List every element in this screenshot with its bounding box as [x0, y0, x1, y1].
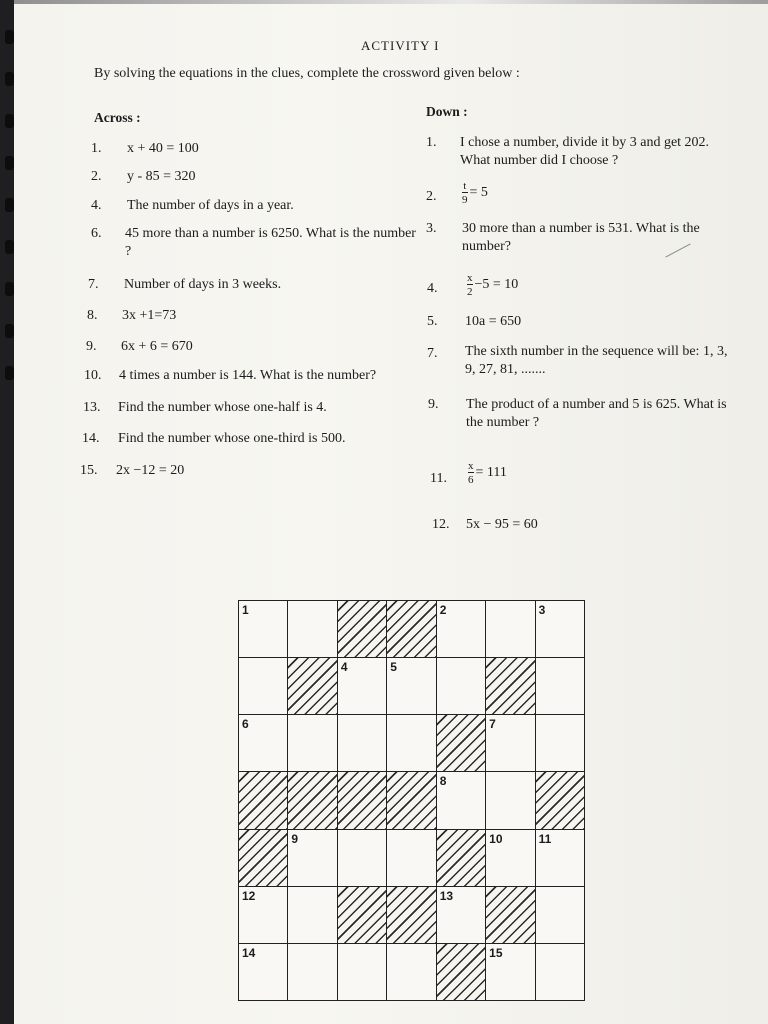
clue-number: 12. — [432, 517, 450, 532]
clue-text: y - 85 = 320 — [127, 169, 196, 184]
shaded-cell — [238, 771, 288, 829]
shaded-cell — [238, 829, 288, 887]
grid-cell[interactable] — [238, 943, 288, 1001]
grid-cell[interactable] — [238, 886, 288, 944]
fraction-denominator: 9 — [462, 194, 468, 206]
cell-number: 10 — [489, 831, 503, 846]
grid-cell[interactable] — [386, 943, 436, 1001]
cell-number: 8 — [439, 774, 447, 789]
grid-cell[interactable] — [238, 714, 288, 772]
grid-cell[interactable] — [337, 714, 387, 772]
grid-cell[interactable] — [287, 829, 337, 887]
grid-cell[interactable] — [436, 886, 486, 944]
clue-text: x + 40 = 100 — [127, 141, 199, 156]
grid-cell[interactable] — [238, 600, 288, 658]
cell-number: 14 — [242, 945, 256, 960]
grid-cell[interactable] — [337, 657, 387, 715]
clue-number: 4. — [427, 281, 438, 296]
clue-text: The number of days in a year. — [127, 198, 294, 213]
grid-cell[interactable] — [535, 657, 585, 715]
shaded-cell — [436, 943, 486, 1001]
fraction-denominator: 2 — [467, 286, 473, 298]
cell-number: 12 — [242, 888, 256, 903]
clue-number: 14. — [82, 431, 100, 446]
clue-number: 15. — [80, 463, 98, 478]
clue-number: 1. — [426, 135, 437, 150]
grid-cell[interactable] — [287, 886, 337, 944]
down-clue-9 — [428, 396, 744, 436]
grid-cell[interactable] — [436, 600, 486, 658]
cell-number: 15 — [489, 945, 503, 960]
grid-cell[interactable] — [436, 771, 486, 829]
clue-text: 45 more than a number is 6250. What is the number ? — [125, 226, 416, 259]
fraction-numerator: x — [467, 272, 473, 284]
spiral-binding — [0, 0, 14, 1024]
clue-text: 6x + 6 = 670 — [121, 339, 193, 354]
cell-number: 3 — [538, 603, 546, 617]
fraction-numerator: x — [468, 460, 474, 472]
across-heading: Across : — [94, 110, 141, 125]
grid-cell[interactable] — [535, 943, 585, 1001]
shaded-cell — [337, 886, 387, 944]
cell-number: 9 — [291, 831, 299, 846]
down-clue-2 — [426, 180, 686, 214]
grid-cell[interactable] — [386, 657, 436, 715]
shaded-cell — [535, 771, 585, 829]
shaded-cell — [337, 771, 387, 829]
grid-cell[interactable] — [287, 600, 337, 658]
clue-number: 3. — [426, 221, 437, 236]
cell-number: 13 — [439, 888, 454, 903]
clue-text: 3x +1=73 — [122, 308, 177, 323]
clue-text: The sixth number in the sequence will be: 1, 3, 9, 27, 81, ....... — [465, 344, 728, 377]
across-clue-6 — [91, 225, 421, 265]
clue-text: = 5 — [469, 185, 488, 201]
instructions: By solving the equations in the clues, complete the crossword given below : — [94, 66, 520, 81]
clue-number: 7. — [427, 346, 438, 361]
clue-number: 11. — [430, 471, 447, 486]
clue-text: = 111 — [475, 465, 507, 481]
clue-number: 9. — [428, 397, 439, 412]
down-clue-7 — [427, 343, 739, 383]
clue-number: 13. — [83, 400, 101, 415]
shaded-cell — [436, 829, 486, 887]
fraction — [468, 460, 474, 486]
clue-number: 5. — [427, 314, 438, 329]
grid-cell[interactable] — [485, 771, 535, 829]
clue-number: 9. — [86, 339, 97, 354]
clue-text: Number of days in 3 weeks. — [124, 277, 282, 292]
fraction-numerator: t — [463, 180, 467, 192]
clue-number: 2. — [426, 189, 437, 204]
down-clue-11 — [430, 460, 690, 496]
down-clue-1 — [426, 134, 726, 174]
shaded-cell — [287, 657, 337, 715]
shaded-cell — [386, 771, 436, 829]
grid-cell[interactable] — [337, 943, 387, 1001]
grid-cell[interactable] — [535, 829, 585, 887]
grid-cell[interactable] — [485, 829, 535, 887]
clue-text: −5 = 10 — [474, 277, 519, 293]
fraction-denominator: 6 — [468, 474, 474, 486]
shaded-cell — [386, 886, 436, 944]
shaded-cell — [485, 657, 535, 715]
clue-text: The product of a number and 5 is 625. What is the number ? — [466, 397, 727, 430]
clue-text: 30 more than a number is 531. What is the number? — [462, 221, 700, 254]
cell-number: 7 — [489, 717, 496, 732]
grid-cell[interactable] — [238, 657, 288, 715]
worksheet-page — [14, 0, 768, 1024]
grid-cell[interactable] — [386, 829, 436, 887]
grid-cell[interactable] — [386, 714, 436, 772]
grid-cell[interactable] — [485, 714, 535, 772]
clue-number: 10. — [84, 368, 102, 383]
page-top-edge — [14, 0, 768, 4]
clue-number: 2. — [91, 169, 102, 184]
grid-cell[interactable] — [485, 600, 535, 658]
clue-text: I chose a number, divide it by 3 and get 202. What number did I choose ? — [460, 135, 710, 168]
activity-title: ACTIVITY I — [361, 38, 440, 53]
clue-text: 5x − 95 = 60 — [466, 517, 538, 532]
grid-cell[interactable] — [287, 714, 337, 772]
clue-number: 7. — [88, 277, 99, 292]
down-heading: Down : — [426, 104, 468, 119]
fraction — [462, 180, 468, 206]
cell-number: 1 — [242, 603, 249, 617]
clue-number: 4. — [91, 198, 102, 213]
shaded-cell — [485, 886, 535, 944]
cell-number: 11 — [538, 831, 552, 846]
down-clue-4 — [427, 272, 687, 306]
clue-text: 2x −12 = 20 — [116, 463, 185, 478]
grid-cell[interactable] — [485, 943, 535, 1001]
fraction — [467, 272, 473, 298]
grid-cell[interactable] — [436, 657, 486, 715]
cell-number: 5 — [390, 660, 397, 675]
shaded-cell — [386, 600, 436, 658]
cell-number: 6 — [242, 717, 249, 732]
clue-number: 6. — [91, 226, 102, 241]
grid-cell[interactable] — [337, 829, 387, 887]
clue-text: 4 times a number is 144. What is the number? — [119, 368, 377, 383]
grid-cell[interactable] — [535, 714, 585, 772]
shaded-cell — [287, 771, 337, 829]
shaded-cell — [337, 600, 387, 658]
grid-cell[interactable] — [287, 943, 337, 1001]
crossword-grid — [238, 600, 584, 1000]
clue-text: Find the number whose one-half is 4. — [118, 400, 327, 415]
clue-text: 10a = 650 — [465, 314, 522, 329]
clue-number: 1. — [91, 141, 102, 156]
clue-number: 8. — [87, 308, 98, 323]
shaded-cell — [436, 714, 486, 772]
clue-text: Find the number whose one-third is 500. — [118, 431, 346, 446]
down-clue-3 — [426, 220, 726, 260]
cell-number: 4 — [340, 660, 348, 675]
grid-cell[interactable] — [535, 886, 585, 944]
cell-number: 2 — [439, 603, 447, 617]
grid-cell[interactable] — [535, 600, 585, 658]
